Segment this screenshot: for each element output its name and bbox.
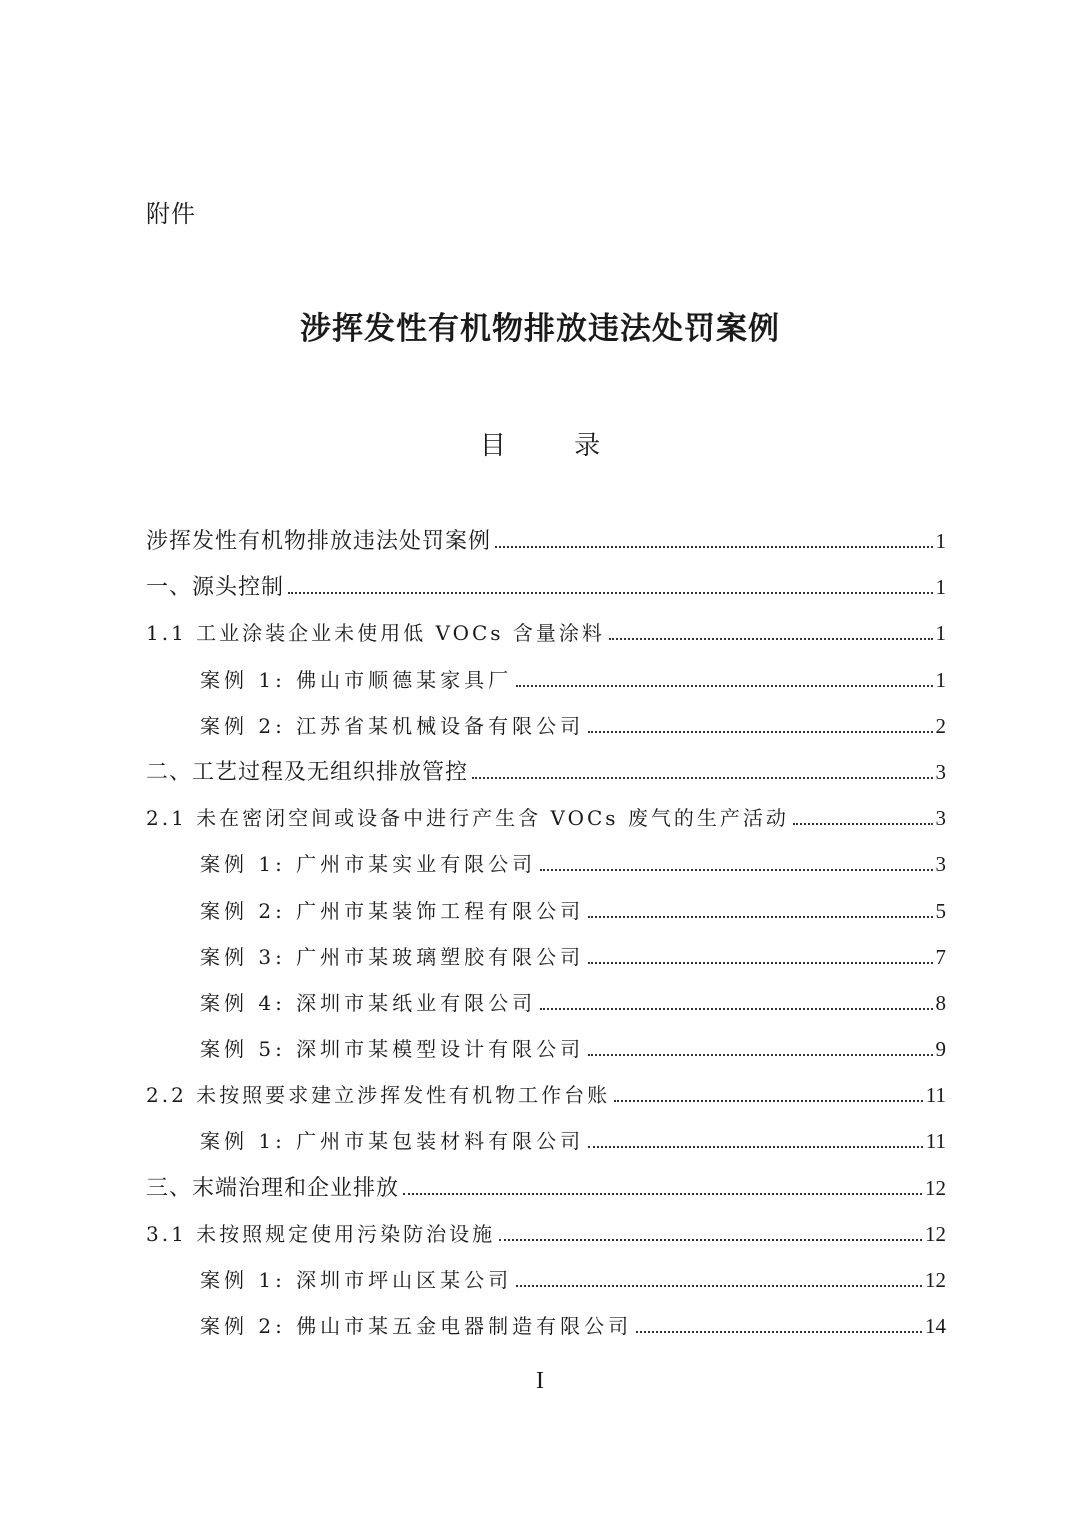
toc-entry[interactable] bbox=[146, 1303, 946, 1349]
toc-dot-leader bbox=[609, 638, 933, 640]
toc-dot-leader bbox=[588, 731, 932, 733]
toc-entry-label: 案例 2: 佛山市某五金电器制造有限公司 bbox=[200, 1314, 633, 1339]
toc-dot-leader bbox=[540, 869, 932, 871]
toc-entry-page: 3 bbox=[935, 806, 946, 831]
toc-entry-label: 案例 5: 深圳市某模型设计有限公司 bbox=[200, 1037, 585, 1062]
toc-entry[interactable] bbox=[146, 1257, 946, 1303]
toc-entry[interactable] bbox=[146, 518, 946, 564]
toc-dot-leader bbox=[495, 546, 932, 548]
toc-entry[interactable] bbox=[146, 1211, 946, 1257]
toc-entry-label: 2.1 未在密闭空间或设备中进行产生含 VOCs 废气的生产活动 bbox=[146, 806, 789, 831]
toc-entry-page: 2 bbox=[935, 713, 946, 738]
toc-entry-label: 3.1 未按照规定使用污染防治设施 bbox=[146, 1221, 496, 1246]
toc-entry-page: 5 bbox=[935, 898, 946, 923]
toc-dot-leader bbox=[499, 1239, 922, 1241]
toc-entry-page: 8 bbox=[935, 990, 946, 1015]
toc-entry-label: 1.1 工业涂装企业未使用低 VOCs 含量涂料 bbox=[146, 621, 605, 646]
toc-entry-page: 1 bbox=[935, 575, 946, 600]
toc-entry-page: 1 bbox=[935, 667, 946, 692]
toc-entry-label: 涉挥发性有机物排放违法处罚案例 bbox=[146, 529, 492, 554]
toc-dot-leader bbox=[793, 823, 933, 825]
toc-dot-leader bbox=[403, 1193, 922, 1195]
toc-entry-label: 一、源头控制 bbox=[146, 575, 285, 601]
toc-entry[interactable] bbox=[146, 657, 946, 703]
toc-entry-label: 案例 1: 广州市某实业有限公司 bbox=[200, 852, 537, 877]
document-title: 涉挥发性有机物排放违法处罚案例 bbox=[300, 311, 780, 347]
toc-entry-label: 2.2 未按照要求建立涉挥发性有机物工作台账 bbox=[146, 1083, 611, 1108]
toc-entry-page: 12 bbox=[925, 1221, 946, 1246]
toc-entry-page: 3 bbox=[935, 852, 946, 877]
toc-entry-label: 案例 1: 深圳市坪山区某公司 bbox=[200, 1268, 513, 1292]
toc-dot-leader bbox=[614, 1100, 923, 1102]
toc-entry-page: 3 bbox=[935, 759, 946, 784]
toc-entry-label: 二、工艺过程及无组织排放管控 bbox=[146, 759, 469, 785]
table-of-contents bbox=[146, 518, 946, 1349]
attachment-label: 附件 bbox=[146, 200, 196, 228]
toc-dot-leader bbox=[588, 1054, 932, 1056]
toc-dot-leader bbox=[516, 685, 932, 687]
toc-entry-page: 9 bbox=[935, 1037, 946, 1062]
toc-entry-page: 11 bbox=[925, 1129, 946, 1154]
toc-entry[interactable] bbox=[146, 1165, 946, 1211]
toc-entry[interactable] bbox=[146, 980, 946, 1026]
toc-entry-label: 案例 2: 广州市某装饰工程有限公司 bbox=[200, 898, 585, 923]
toc-entry-label: 案例 3: 广州市某玻璃塑胶有限公司 bbox=[200, 944, 585, 969]
toc-entry-label: 案例 1: 佛山市顺德某家具厂 bbox=[200, 667, 513, 692]
toc-entry-label: 案例 4: 深圳市某纸业有限公司 bbox=[200, 990, 537, 1015]
toc-entry[interactable] bbox=[146, 888, 946, 934]
toc-entry-page: 1 bbox=[935, 529, 946, 553]
toc-entry-label: 案例 2: 江苏省某机械设备有限公司 bbox=[200, 713, 585, 738]
toc-entry[interactable] bbox=[146, 703, 946, 749]
toc-entry-page: 12 bbox=[925, 1268, 946, 1292]
toc-entry-label: 三、末端治理和企业排放 bbox=[146, 1175, 400, 1201]
toc-dot-leader bbox=[636, 1331, 922, 1333]
toc-entry-page: 14 bbox=[925, 1314, 946, 1339]
toc-entry[interactable] bbox=[146, 749, 946, 795]
toc-entry-page: 7 bbox=[935, 944, 946, 969]
toc-entry[interactable] bbox=[146, 610, 946, 656]
toc-entry-page: 11 bbox=[925, 1083, 946, 1108]
toc-dot-leader bbox=[588, 962, 932, 964]
toc-entry[interactable] bbox=[146, 795, 946, 841]
toc-entry[interactable] bbox=[146, 564, 946, 610]
toc-entry-page: 12 bbox=[925, 1175, 946, 1200]
toc-entry-label: 案例 1: 广州市某包装材料有限公司 bbox=[200, 1129, 585, 1154]
page-number: I bbox=[536, 1368, 544, 1394]
toc-entry[interactable] bbox=[146, 1026, 946, 1072]
toc-entry[interactable] bbox=[146, 1072, 946, 1118]
toc-entry[interactable] bbox=[146, 841, 946, 887]
toc-dot-leader bbox=[588, 1146, 923, 1148]
toc-dot-leader bbox=[588, 916, 932, 918]
toc-heading: 目 录 bbox=[479, 431, 631, 461]
toc-entry-page: 1 bbox=[935, 621, 946, 646]
toc-entry[interactable] bbox=[146, 934, 946, 980]
toc-entry[interactable] bbox=[146, 1118, 946, 1164]
toc-dot-leader bbox=[288, 592, 932, 594]
toc-dot-leader bbox=[472, 777, 932, 779]
toc-dot-leader bbox=[516, 1285, 922, 1287]
toc-dot-leader bbox=[540, 1008, 932, 1010]
